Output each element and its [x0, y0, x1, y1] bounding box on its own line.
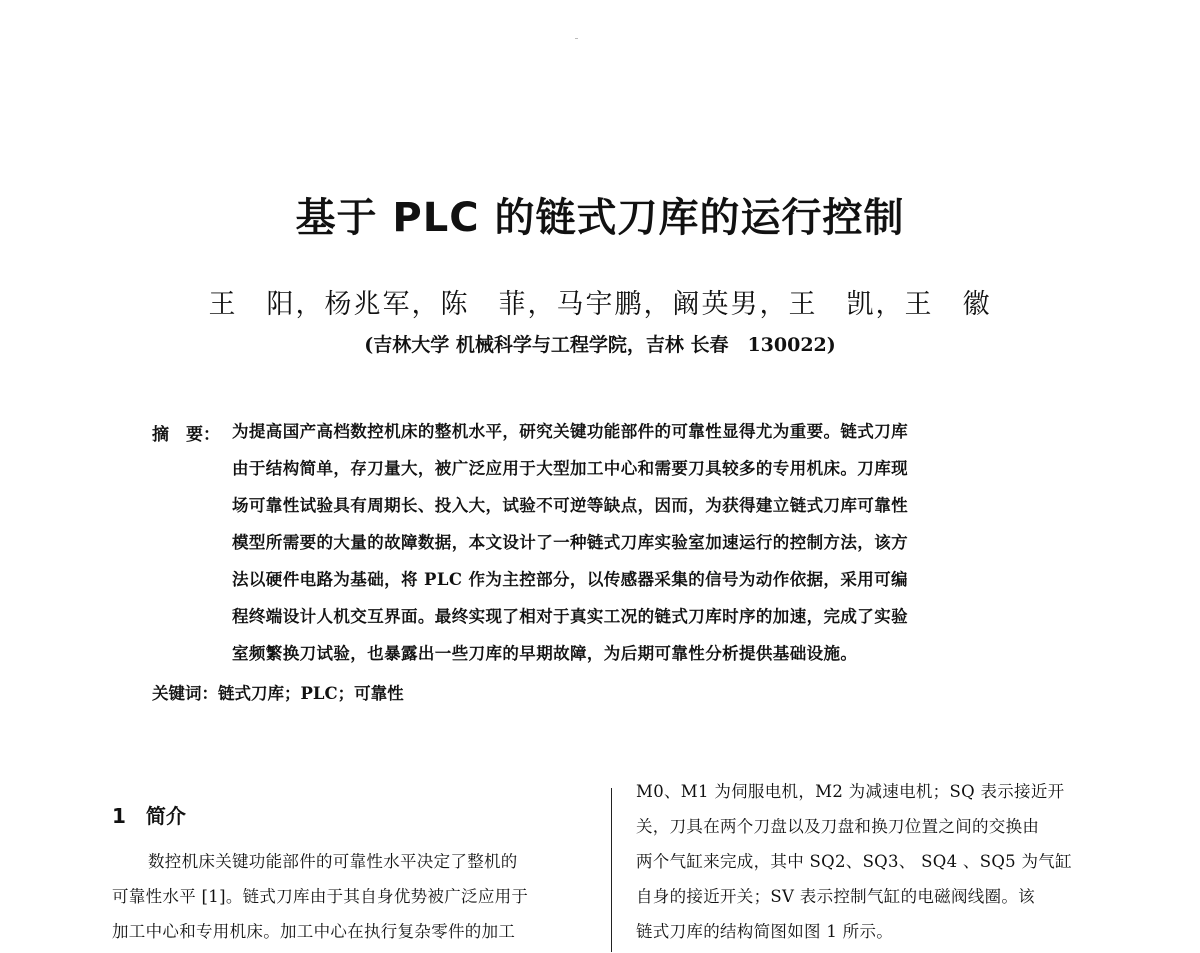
abstract-label: 摘 要： [152, 425, 220, 445]
abstract-line: 由于结构简单，存刀量大，被广泛应用于大型加工中心和需要刀具较多的专用机床。刀库现 [232, 459, 908, 478]
section-heading: 1 简介 [112, 804, 186, 828]
body-line: 关，刀具在两个刀盘以及刀盘和换刀位置之间的交换由 [636, 817, 1040, 836]
column-divider [611, 788, 612, 952]
scan-artifact-dot [575, 38, 578, 39]
keywords [152, 680, 404, 704]
body-line: 链式刀库的结构简图如图 1 所示。 [636, 922, 894, 941]
abstract-line: 模型所需要的大量的故障数据，本文设计了一种链式刀库实验室加速运行的控制方法，该方 [232, 533, 908, 552]
body-line: 可靠性水平 [1]。链式刀库由于其自身优势被广泛应用于 [112, 887, 529, 906]
body-line: 数控机床关键功能部件的可靠性水平决定了整机的 [148, 852, 518, 871]
author-list: 王 阳，杨兆军，陈 菲，马宇鹏，阚英男，王 凯，王 徽 [208, 289, 992, 320]
abstract-body [232, 418, 1082, 677]
left-column-text [112, 848, 592, 953]
right-column-text [636, 778, 1116, 953]
abstract-line: 为提高国产高档数控机床的整机水平，研究关键功能部件的可靠性显得尤为重要。链式刀库 [232, 422, 908, 441]
keywords-label: 关键词： [152, 684, 218, 703]
abstract-line: 室频繁换刀试验，也暴露出一些刀库的早期故障，为后期可靠性分析提供基础设施。 [232, 644, 858, 663]
keywords-text: 链式刀库；PLC；可靠性 [218, 684, 404, 703]
abstract-line: 场可靠性试验具有周期长、投入大，试验不可逆等缺点，因而，为获得建立链式刀库可靠性 [232, 496, 908, 515]
body-line: 两个气缸来完成，其中 SQ2、SQ3、 SQ4 、SQ5 为气缸 [636, 852, 1072, 871]
paper-title: 基于 PLC 的链式刀库的运行控制 [295, 195, 905, 241]
body-line: M0、M1 为伺服电机，M2 为减速电机；SQ 表示接近开 [636, 782, 1065, 801]
abstract-line: 法以硬件电路为基础，将 PLC 作为主控部分，以传感器采集的信号为动作依据，采用可编 [232, 570, 908, 589]
body-line: 自身的接近开关；SV 表示控制气缸的电磁阀线圈。该 [636, 887, 1035, 906]
body-line: 加工中心和专用机床。加工中心在执行复杂零件的加工 [112, 922, 516, 941]
abstract-line: 程终端设计人机交互界面。最终实现了相对于真实工况的链式刀库时序的加速，完成了实验 [232, 607, 908, 626]
author-affiliation: (吉林大学 机械科学与工程学院，吉林 长春 130022) [364, 334, 836, 356]
